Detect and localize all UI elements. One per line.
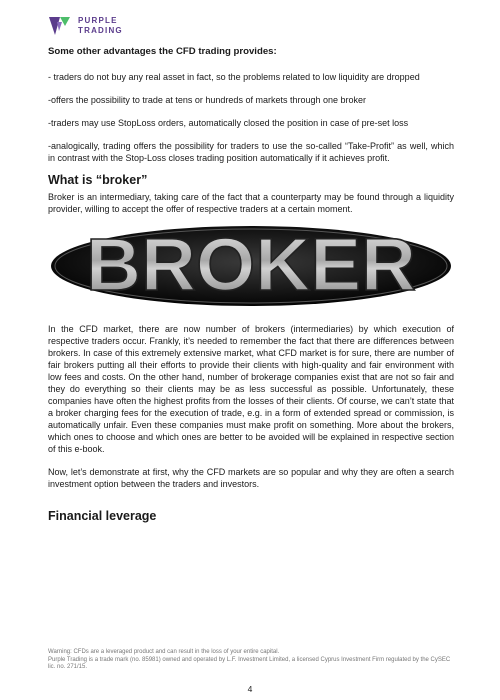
footer-warning: Warning: CFDs are a leveraged product and can result in the loss of your entire capital. <box>48 649 280 655</box>
body-paragraph-1: In the CFD market, there are now number of brokers (intermediaries) by which execution of respective traders occur. Frankly, it’s needed to remember the fact that there are differences between brokers. In case of this extremely extensive market, what CFD market is for sure, there are number of fair brokers putting all their efforts to provide their clients with high-quality and fair environment with low fees and costs. On the other hand, number of brokerage companies exist that are not so fair and they do everything so their clients may be as less successful as possible. Unfortunately, these companies have often the highest profits from the losses of their clients. Of course, we can’t state that a broker charging fees for the execution of trade, e.g. in a form of extended spread or commission, is automatically unfair. Even these companies must make profit on something. More about the brokers, which ones to choose and which ones are better to be avoided will be explained in respective section of this e-book. <box>48 324 454 454</box>
banner-word: BROKER <box>86 223 416 306</box>
broker-section-heading: What is “broker” <box>48 173 148 187</box>
logo-mark-icon <box>48 14 74 38</box>
advantage-item-4: -analogically, trading offers the possibility for traders to use the so-called “Take-Profit” as well, which in contrast with the Stop-Loss closes trading position automatically if it achieves profit. <box>48 141 454 163</box>
logo-name-line2: TRADING <box>78 26 123 35</box>
page-number: 4 <box>247 684 253 694</box>
advantage-item-1: - traders do not buy any real asset in fact, so the problems related to low liquidity are dropped <box>48 72 420 82</box>
broker-banner-graphic <box>48 223 454 309</box>
purple-trading-logo <box>48 14 123 38</box>
logo-name-line1: PURPLE <box>78 16 118 25</box>
advantage-item-3: -traders may use StopLoss orders, automatically closed the position in case of pre-set loss <box>48 118 409 128</box>
body-paragraph-2: Now, let’s demonstrate at first, why the CFD markets are so popular and why they are often a search investment option between the traders and investors. <box>48 467 454 489</box>
footer-trademark: Purple Trading is a trade mark (no. 85981) owned and operated by L.F. Investment Limited, a licensed Cyprus Investment Firm regulated by the CySEC lic. no. 271/15. <box>48 656 451 670</box>
main-content <box>48 46 454 527</box>
footer-disclaimer <box>48 649 454 672</box>
advantage-item-2: -offers the possibility to trade at tens or hundreds of markets through one broker <box>48 95 367 105</box>
broker-banner-image <box>48 223 454 309</box>
broker-definition: Broker is an intermediary, taking care of the fact that a counterparty may be found through a liquidity provider, willing to accept the offer of respective traders at a certain moment. <box>48 192 454 214</box>
advantages-heading: Some other advantages the CFD trading provides: <box>48 46 277 57</box>
leverage-heading: Financial leverage <box>48 509 157 523</box>
